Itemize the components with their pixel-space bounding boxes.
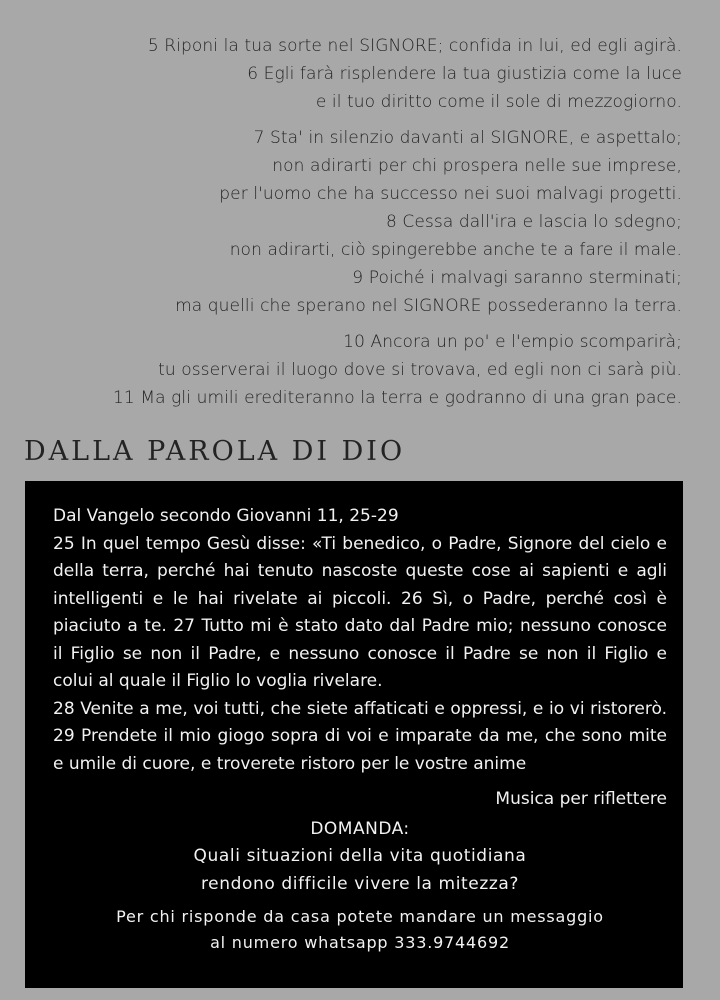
psalm-verse: non adirarti, ciò spingerebbe anche te a fare il male. (229, 240, 682, 260)
psalm-block (22, 328, 682, 412)
psalm-verse: ma quelli che sperano nel SIGNORE possederanno la terra. (175, 296, 682, 316)
psalm-text (22, 32, 682, 412)
psalm-verse: 8 Cessa dall'ira e lascia lo sdegno; (385, 212, 682, 232)
section-title: DALLA PAROLA DI DIO (24, 436, 406, 467)
psalm-verse: 10 Ancora un po' e l'empio scomparirà; (343, 332, 682, 352)
gospel-paragraph: 28 Venite a me, voi tutti, che siete affaticati e oppressi, e io vi ristorerò. 29 Prendete il mio giogo sopra di voi e imparate da me, che sono mite e umile di cuore, e troverete ristoro per le vostre anime (53, 698, 667, 774)
psalm-block (22, 32, 682, 116)
psalm-verse: 5 Riponi la tua sorte nel SIGNORE; confida in lui, ed egli agirà. (147, 36, 682, 56)
question-line: Quali situazioni della vita quotidiana (193, 846, 527, 866)
psalm-verse: 7 Sta' in silenzio davanti al SIGNORE, e aspettalo; (253, 128, 682, 148)
contact-line: Per chi risponde da casa potete mandare un messaggio (116, 907, 604, 926)
music-label: Musica per riflettere (495, 789, 667, 809)
psalm-verse: 6 Egli farà risplendere la tua giustizia come la luce (247, 64, 682, 84)
psalm-verse: 11 Ma gli umili erediteranno la terra e godranno di una gran pace. (113, 388, 682, 408)
gospel-reference: Dal Vangelo secondo Giovanni 11, 25-29 (53, 506, 399, 526)
psalm-verse: e il tuo diritto come il sole di mezzogiorno. (315, 92, 682, 112)
psalm-verse: tu osserverai il luogo dove si trovava, ed egli non ci sarà più. (158, 360, 682, 380)
question-line: rendono difficile vivere la mitezza? (200, 873, 520, 894)
psalm-block (22, 124, 682, 320)
psalm-verse: per l'uomo che ha successo nei suoi malvagi progetti. (219, 184, 682, 204)
gospel-paragraph: 25 In quel tempo Gesù disse: «Ti benedico, o Padre, Signore del cielo e della terra, perché hai tenuto nascoste queste cose ai sapienti e agli intelligenti e le hai rivelate ai piccoli. 26 Sì, o Padre, perché così è piaciuto a te. 27 Tutto mi è stato dato dal Padre mio; nessuno conosce il Figlio se non il Padre, e nessuno conosce il Padre se non il Figlio e colui al quale il Figlio lo voglia rivelare. (53, 533, 667, 691)
question-label: DOMANDA: (310, 818, 410, 839)
gospel-box (25, 481, 683, 988)
contact-note (53, 904, 667, 956)
psalm-verse: non adirarti per chi prospera nelle sue imprese, (272, 156, 682, 176)
question-text (53, 843, 667, 898)
psalm-verse: 9 Poiché i malvagi saranno sterminati; (352, 268, 682, 288)
contact-line: al numero whatsapp 333.9744692 (210, 933, 510, 952)
